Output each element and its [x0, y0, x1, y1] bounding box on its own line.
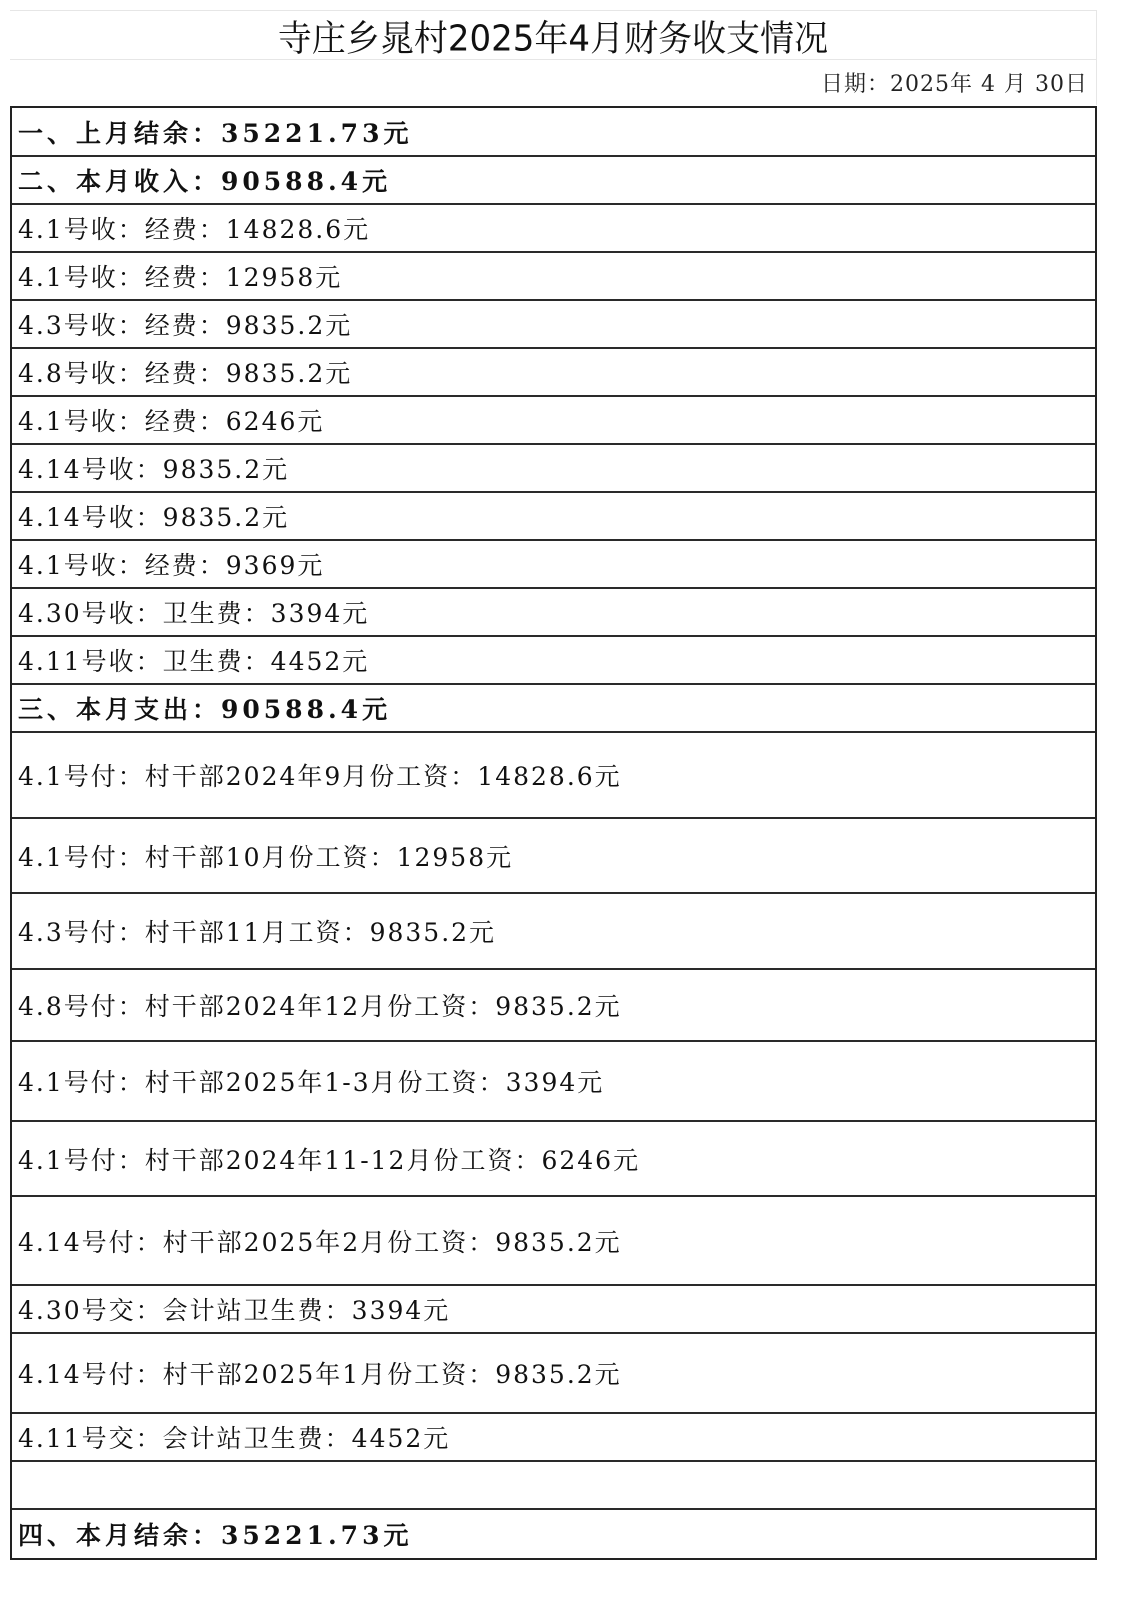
income-total: 二、本月收入：90588.4元: [18, 167, 392, 196]
title-row: [10, 10, 1097, 60]
income-row: [12, 349, 1095, 397]
income-row: [12, 637, 1095, 685]
expense-row: [12, 1414, 1095, 1462]
expense-row: [12, 1334, 1095, 1414]
date-row: [10, 59, 1097, 105]
income-item: 4.14号收：9835.2元: [18, 455, 290, 484]
expense-item: 4.1号付：村干部2024年11-12月份工资：6246元: [18, 1145, 641, 1175]
income-item: 4.14号收：9835.2元: [18, 503, 290, 532]
income-row: [12, 397, 1095, 445]
expense-row: [12, 1286, 1095, 1334]
income-item: 4.1号收：经费：14828.6元: [18, 215, 371, 244]
income-row: [12, 445, 1095, 493]
income-item: 4.1号收：经费：9369元: [18, 551, 325, 580]
expense-item: 4.11号交：会计站卫生费：4452元: [18, 1424, 451, 1453]
expense-item: 4.1号付：村干部10月份工资：12958元: [18, 842, 514, 872]
income-item: 4.30号收：卫生费：3394元: [18, 599, 370, 628]
income-row: [12, 589, 1095, 637]
expense-row: [12, 819, 1095, 894]
prev-balance-row: [12, 108, 1095, 157]
expense-total-row: [12, 685, 1095, 733]
expense-row: [12, 1042, 1095, 1122]
expense-row: [12, 733, 1095, 819]
expense-row: [12, 1197, 1095, 1286]
expense-row: [12, 970, 1095, 1042]
prev-balance: 一、上月结余：35221.73元: [18, 118, 413, 148]
income-item: 4.1号收：经费：12958元: [18, 263, 343, 292]
month-balance-row: [12, 1510, 1095, 1558]
income-item: 4.8号收：经费：9835.2元: [18, 359, 353, 388]
expense-item: 4.1号付：村干部2025年1-3月份工资：3394元: [18, 1068, 605, 1097]
expense-item: 4.14号付：村干部2025年1月份工资：9835.2元: [18, 1360, 622, 1389]
expense-item: 4.14号付：村干部2025年2月份工资：9835.2元: [18, 1227, 622, 1257]
income-row: [12, 253, 1095, 301]
income-total-row: [12, 157, 1095, 205]
expense-row: [12, 1122, 1095, 1197]
expense-item: 4.8号付：村干部2024年12月份工资：9835.2元: [18, 992, 622, 1021]
income-row: [12, 205, 1095, 253]
expense-item: 4.30号交：会计站卫生费：3394元: [18, 1296, 451, 1325]
income-item: 4.11号收：卫生费：4452元: [18, 647, 370, 676]
month-balance: 四、本月结余：35221.73元: [18, 1521, 413, 1550]
finance-table: [10, 106, 1097, 1560]
expense-item: 4.3号付：村干部11月工资：9835.2元: [18, 918, 497, 947]
report-date: 日期：2025年 4 月 30日: [821, 71, 1088, 97]
blank-row: [12, 1462, 1095, 1510]
expense-row: [12, 894, 1095, 970]
expense-item: 4.1号付：村干部2024年9月份工资：14828.6元: [18, 762, 622, 791]
income-item: 4.1号收：经费：6246元: [18, 407, 325, 436]
income-row: [12, 301, 1095, 349]
expense-total: 三、本月支出：90588.4元: [18, 695, 392, 724]
income-row: [12, 541, 1095, 589]
income-row: [12, 493, 1095, 541]
income-item: 4.3号收：经费：9835.2元: [18, 311, 353, 340]
page-title: 寺庄乡晁村2025年4月财务收支情况: [277, 17, 829, 60]
